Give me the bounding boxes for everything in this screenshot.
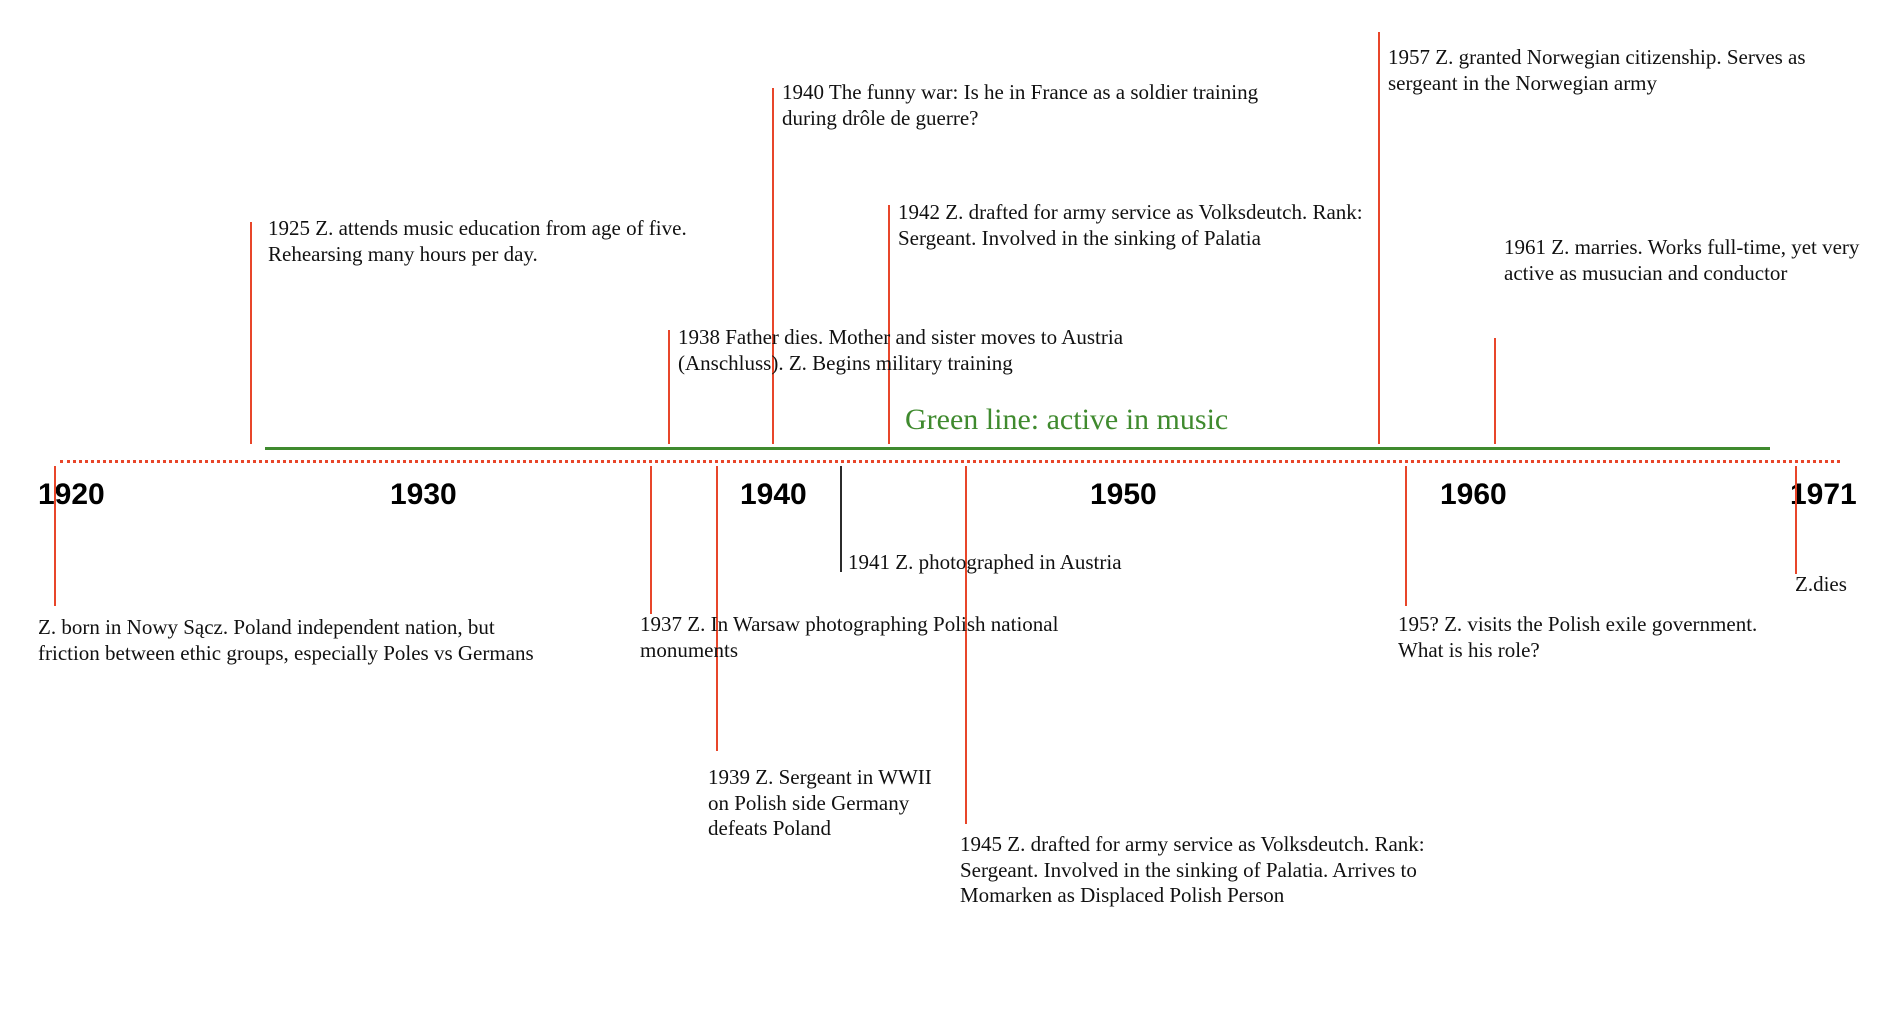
event-dies: Z.dies [1795,572,1847,596]
event-born: Z. born in Nowy Sącz. Poland independent nation, but friction between ethic groups, especially Poles vs Germans [38,615,534,665]
timeline-axis [60,460,1840,463]
event-1925: 1925 Z. attends music education from age of five. Rehearsing many hours per day. [268,216,687,266]
stem-1961 [1494,338,1496,444]
stem-1937 [650,466,652,614]
event-1961: 1961 Z. marries. Works full-time, yet very active as musucian and conductor [1504,235,1860,285]
stem-born [54,466,56,606]
stem-195x [1405,466,1407,606]
event-1937: 1937 Z. In Warsaw photographing Polish national monuments [640,612,1059,662]
event-1938: 1938 Father dies. Mother and sister moves to Austria (Anschluss). Z. Begins military training [678,325,1124,375]
stem-1938 [668,330,670,444]
axis-tick-1950: 1950 [1090,478,1157,511]
event-1942: 1942 Z. drafted for army service as Volksdeutch. Rank: Sergeant. Involved in the sinking of Palatia [898,200,1363,250]
event-1939: 1939 Z. Sergeant in WWII on Polish side Germany defeats Poland [708,765,932,841]
stem-1939 [716,466,718,751]
stem-1941 [840,466,842,572]
event-1941: 1941 Z. photographed in Austria [848,550,1122,574]
axis-tick-1930: 1930 [390,478,457,511]
stem-dies [1795,466,1797,574]
stem-1940 [772,88,774,444]
axis-tick-1960: 1960 [1440,478,1507,511]
axis-tick-1920: 1920 [38,478,105,511]
event-195x: 195? Z. visits the Polish exile government. What is his role? [1398,612,1758,662]
event-1957: 1957 Z. granted Norwegian citizenship. Serves as sergeant in the Norwegian army [1388,45,1806,95]
axis-tick-1940: 1940 [740,478,807,511]
event-1940: 1940 The funny war: Is he in France as a soldier training during drôle de guerre? [782,80,1259,130]
green-line-label: Green line: active in music [905,403,1229,436]
stem-1925 [250,222,252,444]
axis-tick-1971: 1971 [1790,478,1857,511]
event-1945: 1945 Z. drafted for army service as Volksdeutch. Rank: Sergeant. Involved in the sinking of Palatia. Arrives to Momarken as Displaced Polish Person [960,832,1425,908]
green-active-in-music-line [265,447,1770,450]
